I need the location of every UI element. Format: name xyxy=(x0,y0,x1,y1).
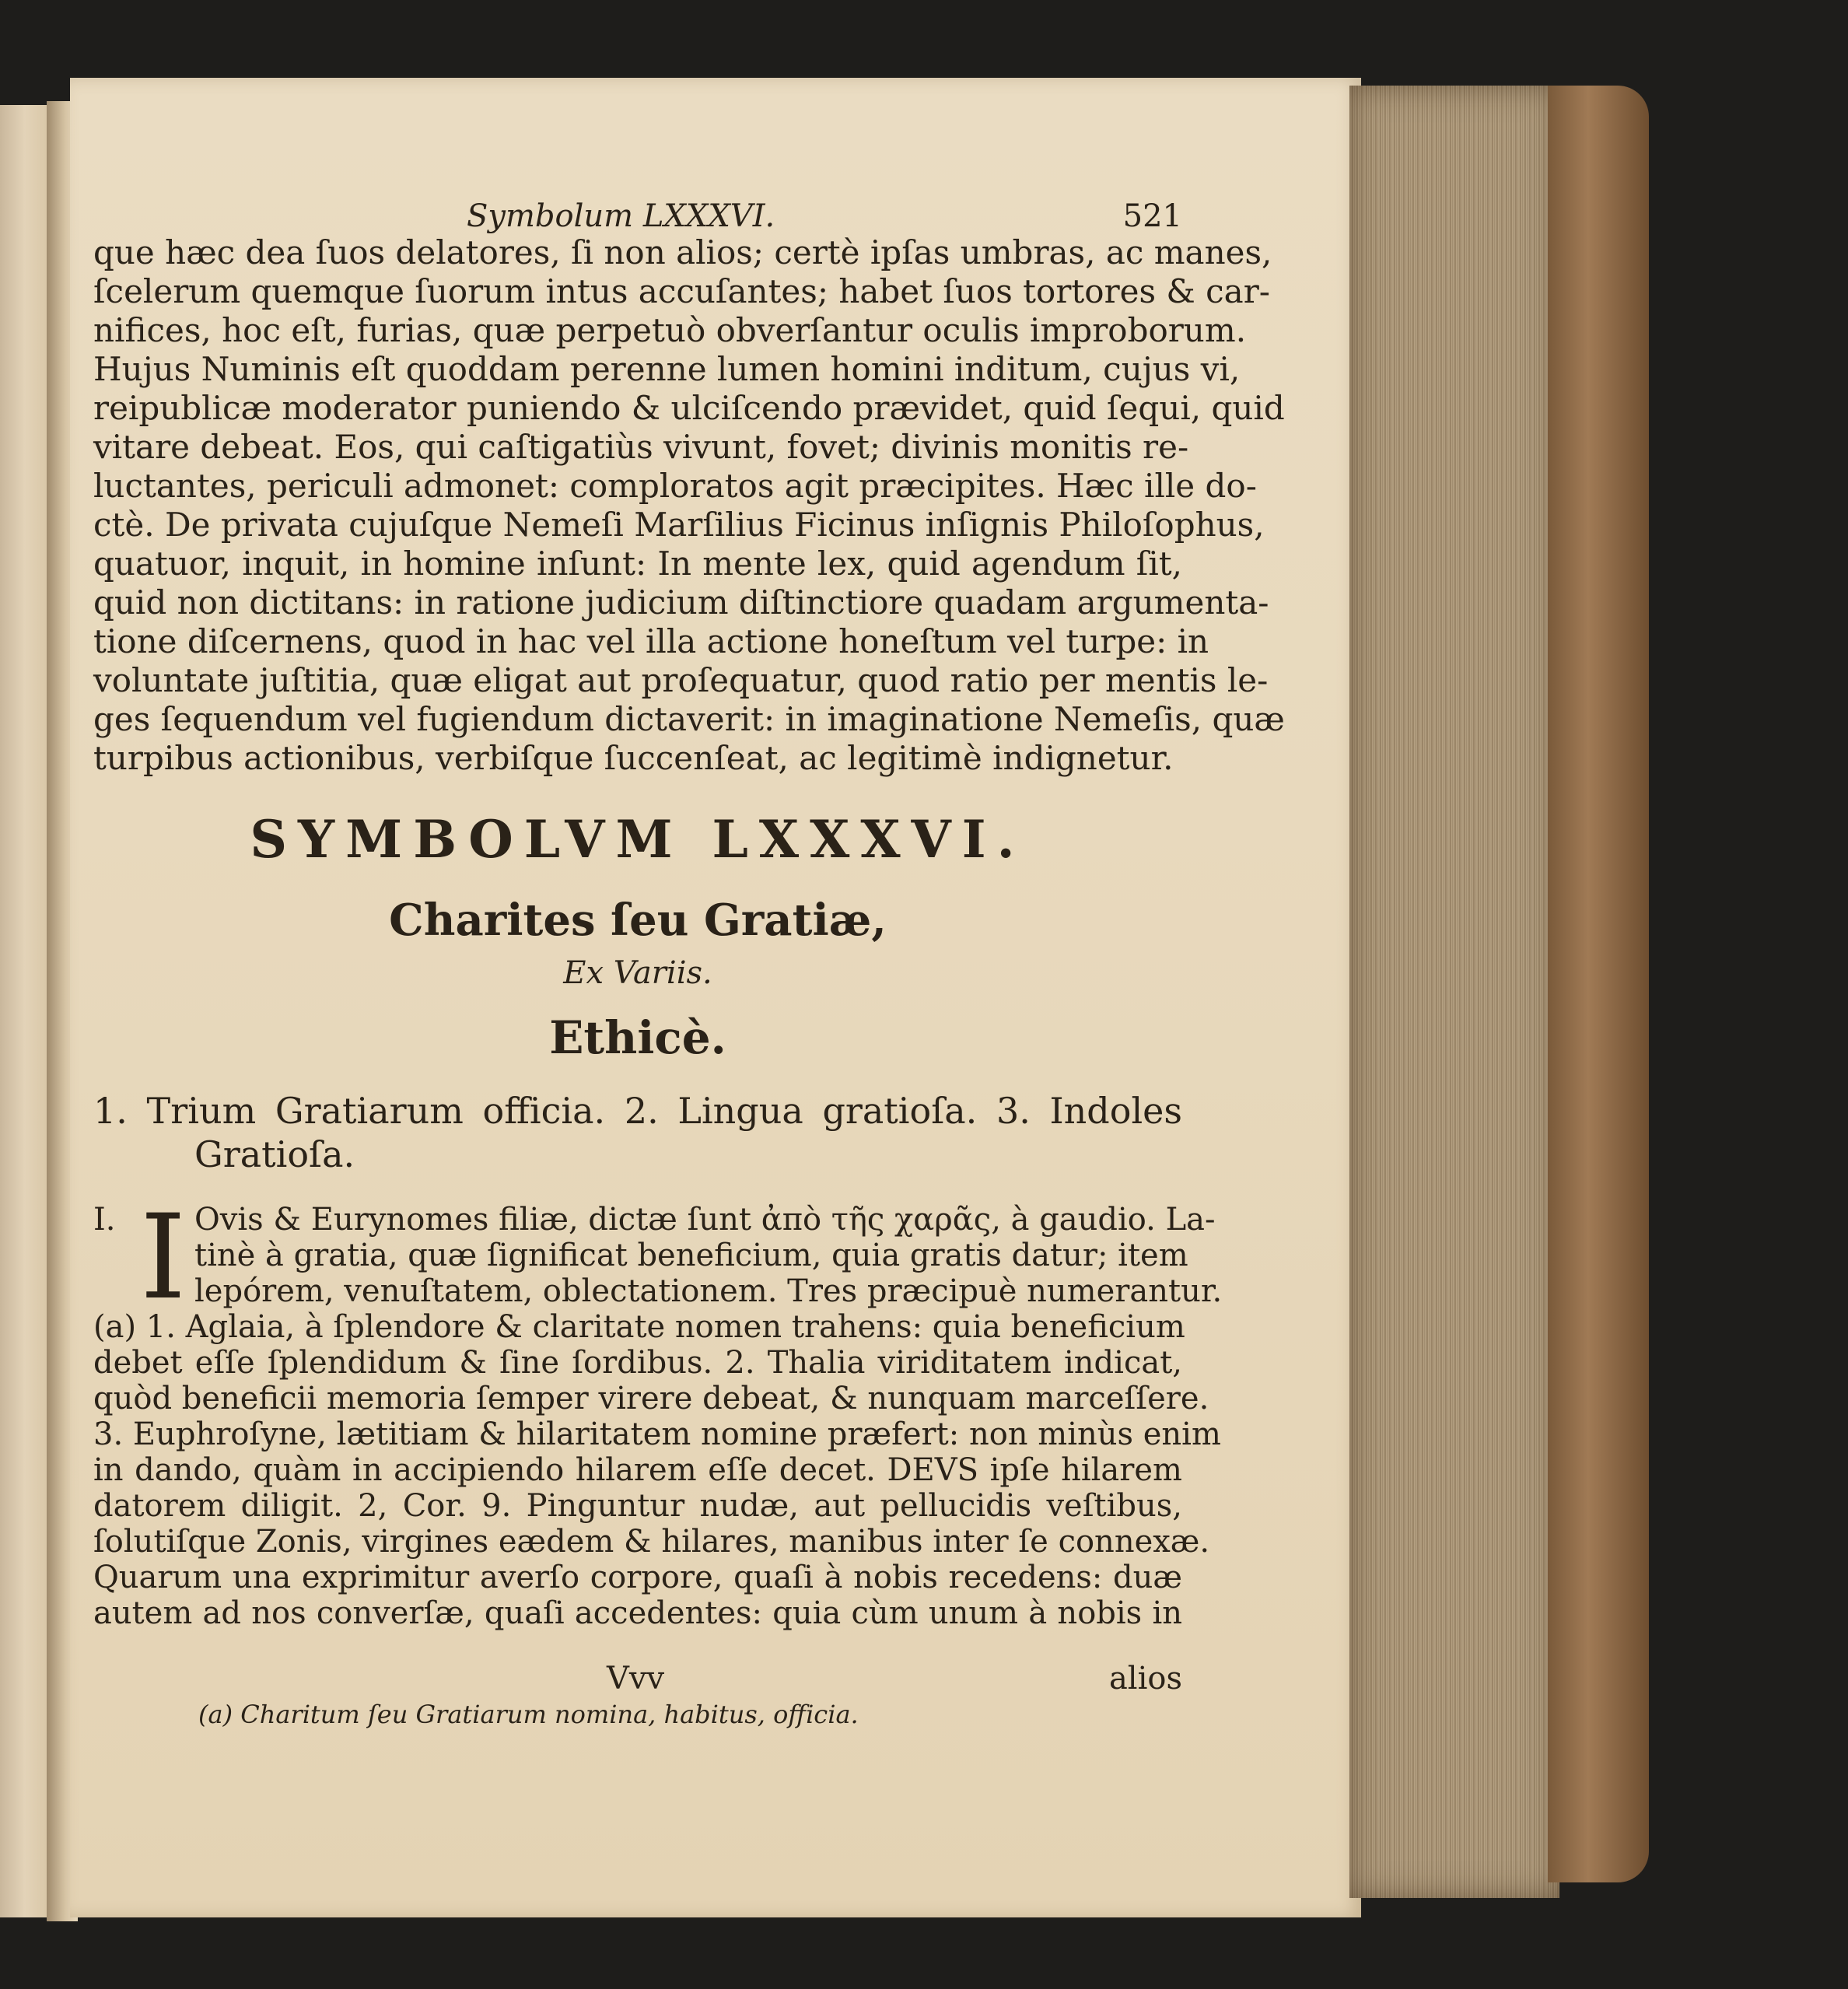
text-line: Hujus Numinis eſt quoddam perenne lumen homini inditum, cujus vi, xyxy=(93,350,1241,388)
symbol-title: SYMBOLVM LXXXVI. xyxy=(250,809,1026,870)
text-line: ſolutiſque Zonis, virgines eædem & hilares, manibus inter ſe connexæ. xyxy=(93,1524,1210,1560)
page-number: 521 xyxy=(1122,198,1182,234)
text-line: ctè. De privata cujuſque Nemeſi Marſilius Ficinus inſignis Philoſophus, xyxy=(93,506,1265,544)
text-line: reipublicæ moderator puniendo & ulciſcendo prævidet, quid ſequi, quid xyxy=(93,389,1285,427)
summary xyxy=(93,1089,1182,1176)
text-line: Quarum una exprimitur averſo corpore, quaſi à nobis recedens: duæ xyxy=(93,1560,1182,1595)
section-heading: Ethicè. xyxy=(549,1011,726,1064)
text-line: turpibus actionibus, verbiſque ſuccenſeat, ac legitimè indignetur. xyxy=(93,739,1174,777)
section-number: I. xyxy=(93,1202,116,1238)
text-line: lepórem, venuſtatem, oblectationem. Tres præcipuè numerantur. xyxy=(194,1273,1223,1309)
book-cover xyxy=(1548,86,1649,1882)
text-line: luctantes, periculi admonet: comploratos agit præcipites. Hæc ille do- xyxy=(93,467,1257,505)
signature-mark: Vvv xyxy=(607,1661,665,1697)
footnote: (a) Charitum ſeu Gratiarum nomina, habitus, officia. xyxy=(198,1700,859,1729)
text-line: nifices, hoc eſt, furias, quæ perpetuò obverſantur oculis improborum. xyxy=(93,311,1247,349)
body-text xyxy=(93,233,1285,778)
drop-cap: I xyxy=(140,1190,187,1325)
text-line: ges ſequendum vel fugiendum dictaverit: in imaginatione Nemeſis, quæ xyxy=(93,700,1285,738)
summary-line: 1. Trium Gratiarum officia. 2. Lingua gratioſa. 3. Indoles xyxy=(93,1090,1182,1132)
text-line: ſcelerum quemque ſuorum intus accuſantes; habet ſuos tortores & car- xyxy=(93,272,1270,310)
text-line: debet eſſe ſplendidum & ſine ſordibus. 2. Thalia viriditatem indicat, xyxy=(93,1345,1182,1381)
text-line: Ovis & Eurynomes filiæ, dictæ ſunt ἀπὸ τῆς χαρᾶς, à gaudio. La- xyxy=(194,1202,1216,1238)
text-line: tinè à gratia, quæ ſignificat beneficium, quia gratis datur; item xyxy=(194,1238,1188,1273)
text-line: autem ad nos converſæ, quaſi accedentes: quia cùm unum à nobis in xyxy=(93,1595,1182,1631)
text-line: quatuor, inquit, in homine inſunt: In mente lex, quid agendum ſit, xyxy=(93,545,1182,583)
text-line: quid non dictitans: in ratione judicium diſtinctiore quadam argumenta- xyxy=(93,583,1269,622)
text-line: tione diſcernens, quod in hac vel illa actione honeſtum vel turpe: in xyxy=(93,622,1209,660)
section-one xyxy=(93,1190,1223,1631)
subtitle: Charites ſeu Gratiæ, xyxy=(389,895,887,946)
text-line: datorem diligit. 2, Cor. 9. Pinguntur nudæ, aut pellucidis veſtibus, xyxy=(93,1488,1182,1524)
text-line: que hæc dea ſuos delatores, ſi non alios; certè ipſas umbras, ac manes, xyxy=(93,233,1272,271)
text-line: 3. Euphroſyne, lætitiam & hilaritatem nomine præfert: non minùs enim xyxy=(93,1416,1221,1452)
catchword: alios xyxy=(1108,1661,1182,1697)
text-line: voluntate juſtitia, quæ eligat aut proſequatur, quod ratio per mentis le- xyxy=(93,661,1269,699)
text-line: vitare debeat. Eos, qui caſtigatiùs vivunt, fovet; divinis monitis re- xyxy=(93,428,1189,466)
source-line: Ex Variis. xyxy=(563,955,712,991)
text-line: quòd beneficii memoria ſemper virere debeat, & nunquam marceſſere. xyxy=(93,1381,1209,1416)
running-head-title: Symbolum LXXXVI. xyxy=(467,198,775,234)
text-line: (a) 1. Aglaia, à ſplendore & claritate nomen trahens: quia beneficium xyxy=(93,1309,1185,1345)
running-head xyxy=(467,198,1182,234)
text-line: in dando, quàm in accipiendo hilarem eſſe decet. DEVS ipſe hilarem xyxy=(93,1452,1182,1488)
page-fore-edge xyxy=(1349,86,1559,1898)
summary-line: Gratioſa. xyxy=(194,1133,355,1175)
